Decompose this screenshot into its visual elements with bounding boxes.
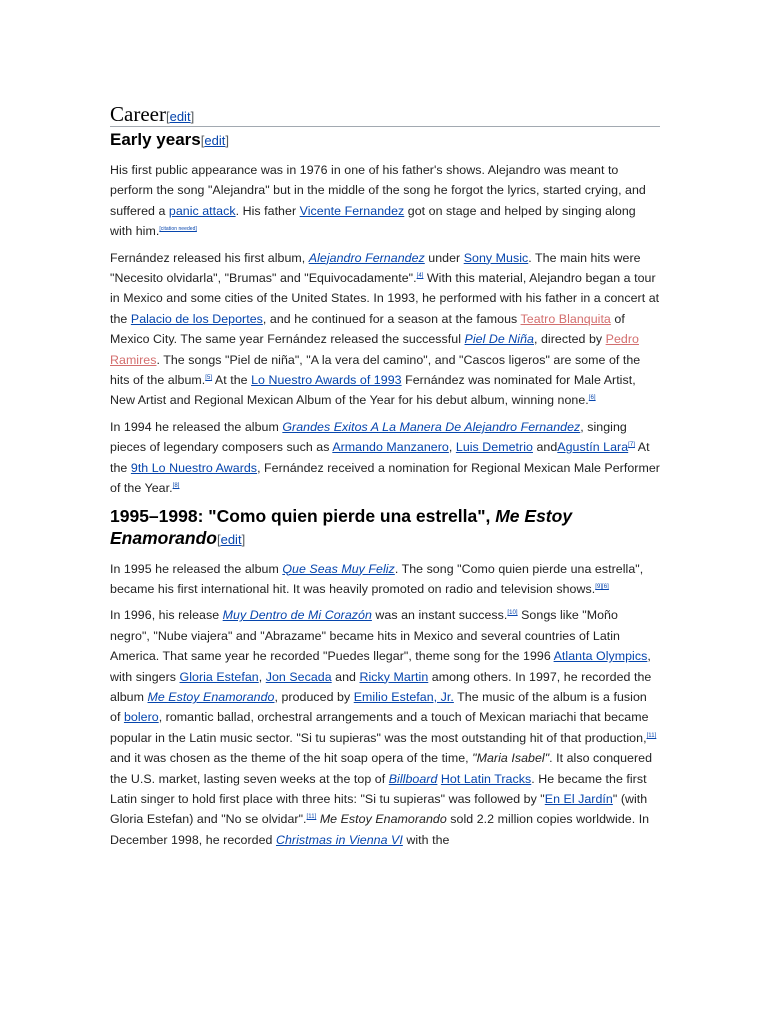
link-en-el-jardin[interactable]: En El Jardín — [544, 791, 613, 806]
edit-link[interactable]: edit — [169, 109, 191, 124]
link-christmas-in-vienna-vi[interactable] — [276, 833, 403, 847]
link-album-alejandro-fernandez[interactable] — [309, 251, 425, 265]
link-bolero[interactable]: bolero — [123, 710, 159, 725]
link-luis-demetrio[interactable]: Luis Demetrio — [455, 440, 533, 455]
text: of Mexico City. The same year Fernández released the successful — [110, 311, 625, 347]
section-title: Career — [110, 102, 166, 126]
link-vicente-fernandez[interactable]: Vicente Fernandez — [299, 203, 405, 218]
citation-needed-link[interactable]: [citation needed] — [159, 226, 197, 233]
edit-section: [edit] — [165, 109, 195, 124]
edit-link[interactable]: edit — [220, 531, 242, 547]
link-jon-secada[interactable]: Jon Secada — [265, 669, 332, 684]
link-text: Grandes Exitos A La Manera De Alejandro Fernandez — [282, 419, 581, 434]
text: and it was chosen as the theme of the hit soap opera of the time, — [110, 751, 473, 766]
text: under — [424, 250, 464, 265]
italic-text: "Maria Isabel" — [472, 751, 550, 766]
reference-link[interactable]: [5] — [205, 374, 213, 381]
text: . The song "Como quien pierde una estrella", became his first international hit. It was heavily promoted on radio and television shows. — [110, 561, 644, 596]
text: Fernández released his first album, — [110, 250, 309, 265]
text: . He became the first Latin singer to hold first place with three hits: "Si tu supieras" was followed by " — [110, 771, 647, 806]
text: , with singers — [110, 649, 651, 684]
text: The music of the album is a fusion of — [110, 689, 647, 725]
link-que-seas-muy-feliz[interactable] — [282, 562, 394, 576]
text: and — [331, 669, 360, 684]
text: At the — [110, 440, 650, 475]
link-pedro-ramires[interactable]: Pedro Ramires — [110, 332, 639, 367]
text: sold 2.2 million copies worldwide. In December 1998, he recorded — [110, 812, 650, 847]
text: , directed by — [533, 332, 606, 347]
text: Fernández was nominated for Male Artist, New Artist and Regional Mexican Album of the Year for his debut album, winning none. — [110, 373, 636, 408]
link-9th-lo-nuestro-awards[interactable]: 9th Lo Nuestro Awards — [130, 460, 258, 475]
text: with the — [402, 832, 450, 847]
link-muy-dentro-de-mi-corazon[interactable] — [223, 608, 372, 622]
link-piel-de-nina[interactable] — [465, 332, 534, 346]
reference-link[interactable]: [6] — [588, 395, 596, 402]
text: among others. In 1997, he recorded the album — [110, 669, 652, 704]
reference-link[interactable]: [11] — [306, 814, 317, 821]
section-title: 1995–1998: "Como quien pierde una estrella", — [110, 505, 496, 526]
reference-link[interactable]: [7] — [628, 442, 635, 449]
edit-link[interactable]: edit — [204, 133, 226, 148]
text: , romantic ballad, orchestral arrangements and a touch of Mexican mariachi that became popular in the Latin music sector. "Si tu supieras" was the most outstanding hit of that production, — [110, 710, 649, 745]
link-billboard[interactable] — [389, 772, 438, 786]
link-hot-latin-tracks[interactable]: Hot Latin Tracks — [440, 771, 532, 786]
paragraph-2 — [110, 248, 660, 411]
link-emilio-estefan[interactable]: Emilio Estefan, Jr. — [353, 689, 454, 704]
link-atlanta-olympics[interactable]: Atlanta Olympics — [553, 649, 648, 664]
text: . His father — [235, 203, 300, 218]
edit-section: [edit] — [216, 531, 246, 547]
article-content — [110, 102, 660, 856]
text: At the — [212, 373, 252, 388]
link-text: Muy Dentro de Mi Corazón — [222, 608, 372, 623]
text: His first public appearance was in 1976 in one of his father's shows. Alejandro was meant to perform the song "Alejandra" but in the middle of the song he forgot the lyrics, started crying, and suffered a — [110, 163, 646, 218]
link-grandes-exitos[interactable] — [282, 420, 580, 434]
edit-section: [edit] — [200, 133, 229, 148]
link-text: Billboard — [388, 771, 438, 786]
reference-link[interactable]: [8] — [172, 482, 180, 489]
section-heading-early-years — [110, 129, 660, 152]
text: , Fernández received a nomination for Regional Mexican Male Performer of the Year. — [110, 460, 660, 496]
text: . It also conquered the U.S. market, lasting seven weeks at the top of — [110, 751, 653, 786]
link-text: Christmas in Vienna VI — [275, 832, 403, 847]
text: . The songs "Piel de niña", "A la vera del camino", and "Cascos ligeros" are some of the hits of the album. — [110, 352, 641, 388]
link-gloria-estefan[interactable]: Gloria Estefan — [179, 669, 259, 684]
paragraph-4 — [110, 559, 660, 600]
text: In 1996, his release — [110, 608, 223, 623]
link-panic-attack[interactable]: panic attack — [168, 203, 236, 218]
text: , — [448, 440, 456, 455]
text: In 1994 he released the album — [110, 419, 283, 434]
text: got on stage and helped by singing along with him. — [110, 203, 636, 239]
link-agustin-lara[interactable]: Agustín Lara — [557, 440, 629, 455]
text: . The main hits were "Necesito olvidarla", "Brumas" and "Equivocadamente". — [110, 250, 641, 286]
text: " (with Gloria Estefan) and "No se olvidar". — [110, 791, 648, 827]
link-text: Alejandro Fernandez — [308, 250, 425, 265]
text: In 1995 he released the album — [110, 561, 283, 576]
link-text: Me Estoy Enamorando — [147, 689, 275, 704]
reference-link[interactable]: [10] — [507, 610, 518, 617]
reference-link[interactable]: [9][6] — [595, 583, 609, 590]
text: was an instant success. — [371, 608, 508, 623]
reference-link[interactable]: [4] — [416, 272, 424, 279]
link-palacio-de-los-deportes[interactable]: Palacio de los Deportes — [130, 311, 263, 326]
section-heading-career — [110, 102, 660, 127]
text: Songs like "Moño negro", "Nube viajera" and "Abrazame" became hits in Mexico and several countries of Latin America. That same year he recorded "Puedes llegar", theme song for the 1996 — [110, 608, 620, 664]
link-teatro-blanquita[interactable]: Teatro Blanquita — [520, 311, 611, 326]
link-text: Piel De Niña — [464, 332, 534, 347]
text: , produced by — [274, 689, 354, 704]
link-lo-nuestro-awards-1993[interactable]: Lo Nuestro Awards of 1993 — [251, 373, 402, 388]
link-ricky-martin[interactable]: Ricky Martin — [359, 669, 429, 684]
text: , singing pieces of legendary composers such as — [110, 419, 627, 455]
italic-text: Me Estoy Enamorando — [319, 812, 447, 827]
paragraph-3 — [110, 417, 660, 499]
link-sony-music[interactable]: Sony Music — [463, 250, 529, 265]
text: , and he continued for a season at the famous — [262, 311, 521, 326]
paragraph-5 — [110, 605, 660, 850]
text: and — [532, 440, 558, 455]
text: With this material, Alejandro began a tour in Mexico and some cities of the United States. In 1993, he performed with his father in a concert at the — [110, 271, 660, 326]
paragraph-1 — [110, 160, 660, 242]
link-armando-manzanero[interactable]: Armando Manzanero — [332, 440, 449, 455]
link-text: Que Seas Muy Feliz — [282, 561, 395, 576]
section-title: Early years — [110, 130, 201, 149]
link-me-estoy-enamorando[interactable] — [148, 690, 275, 704]
text: , — [258, 669, 266, 684]
section-heading-1995-1998 — [110, 505, 660, 551]
section-title-italic: Me Estoy Enamorando — [110, 505, 573, 548]
reference-link[interactable]: [11] — [646, 732, 657, 739]
